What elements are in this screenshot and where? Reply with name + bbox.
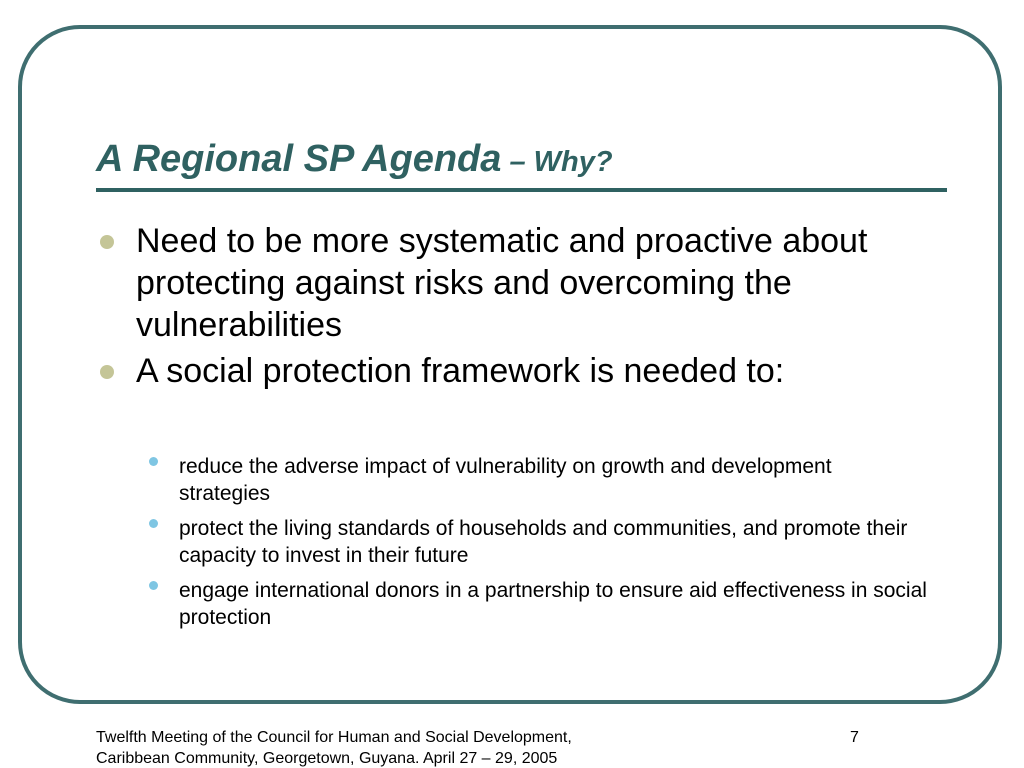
- sub-bullet-dot-icon: [149, 581, 158, 590]
- bullet-dot-icon: [100, 235, 114, 249]
- bullet-text: Need to be more systematic and proactive about protecting against risks and overcoming the vulnerabilities: [136, 222, 868, 344]
- bullet-dot-icon: [100, 365, 114, 379]
- page-number: 7: [850, 729, 859, 746]
- slide-title-main: A Regional SP Agenda: [96, 138, 502, 180]
- footer-text: [96, 727, 736, 768]
- footer-line-1: Twelfth Meeting of the Council for Human and Social Development,: [96, 729, 572, 746]
- sub-bullet-item: [148, 577, 928, 631]
- bullet-text: A social protection framework is needed to:: [136, 352, 785, 390]
- sub-bullet-text: protect the living standards of households and communities, and promote their capacity to invest in their future: [179, 517, 908, 567]
- main-bullet-list: [96, 220, 926, 396]
- sub-bullet-text: engage international donors in a partnership to ensure aid effectiveness in social protection: [179, 579, 927, 629]
- sub-bullet-list: [148, 453, 928, 639]
- sub-bullet-item: [148, 515, 928, 569]
- sub-bullet-dot-icon: [149, 519, 158, 528]
- bullet-item: [96, 350, 926, 392]
- title-underline: [96, 188, 947, 192]
- footer-line-2: Caribbean Community, Georgetown, Guyana. April 27 – 29, 2005: [96, 750, 558, 767]
- sub-bullet-dot-icon: [149, 457, 158, 466]
- sub-bullet-text: reduce the adverse impact of vulnerability on growth and development strategies: [179, 455, 832, 505]
- slide-title-suffix: – Why?: [501, 146, 613, 178]
- sub-bullet-item: [148, 453, 928, 507]
- bullet-item: [96, 220, 926, 346]
- slide-title: [96, 136, 613, 185]
